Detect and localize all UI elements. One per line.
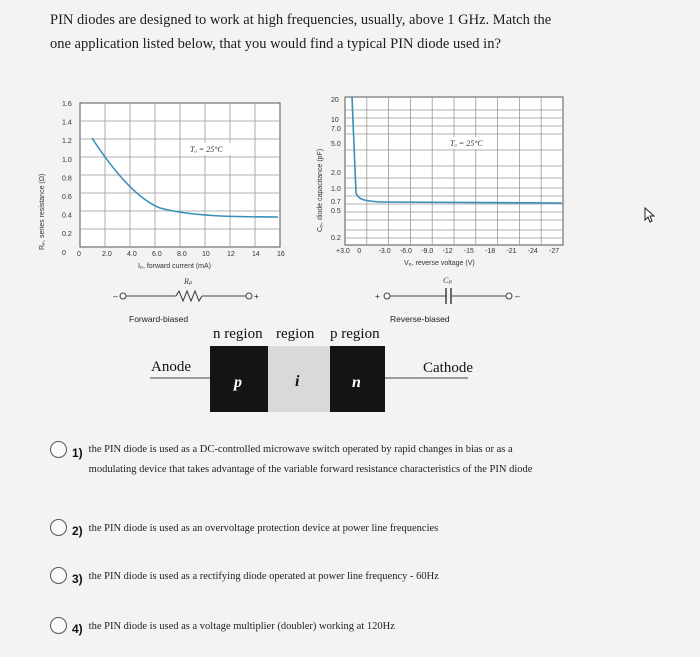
option-1-text: the PIN diode is used as a DC-controlled microwave switch operated by rapid changes in bias or as a modulating device that takes advantage of the variable forward resistance characteristics of the PIN diode: [88, 444, 533, 475]
right-xtick: -27: [549, 248, 560, 255]
svg-text:–: –: [113, 291, 118, 301]
right-ytick: 2.0: [331, 170, 341, 177]
left-ytick: 0.6: [62, 194, 72, 201]
left-xtick: 10: [202, 251, 210, 258]
right-xtick: -18: [485, 248, 496, 255]
resistor-symbol: [176, 291, 202, 301]
reverse-biased-label: Reverse-biased: [390, 314, 450, 324]
pin-diode-structure: [150, 346, 473, 412]
right-xtick: -15: [463, 248, 474, 255]
i-region-label: region: [276, 326, 315, 342]
left-xtick: 4.0: [127, 251, 137, 258]
right-ytick: 0.5: [331, 208, 341, 215]
capacitance-chart: [317, 97, 563, 267]
left-ytick: 0.4: [62, 212, 72, 220]
right-ytick: 7.0: [331, 126, 341, 133]
right-ytick: 0.2: [331, 235, 341, 242]
right-xtick: 0: [357, 248, 362, 255]
mouse-cursor-icon: [644, 207, 656, 223]
resistance-chart: [39, 101, 285, 270]
right-ytick: 1.0: [331, 186, 341, 193]
cathode-label: Cathode: [423, 360, 473, 376]
reverse-bias-circuit: [375, 276, 520, 324]
left-ytick: 1.2: [62, 138, 72, 146]
left-xtick: 2.0: [102, 251, 112, 258]
left-ytick: 0.8: [62, 175, 72, 183]
forward-bias-circuit: [113, 277, 259, 324]
n-block-letter: n: [352, 374, 361, 391]
option-2-text: the PIN diode is used as an overvoltage protection device at power line frequencies: [88, 523, 439, 534]
question-text: PIN diodes are designed to work at high frequencies, usually, above 1 GHz. Match the one application listed below, that you would find a typical PIN diode used in?: [50, 12, 552, 52]
right-xtick: -3.0: [378, 248, 391, 255]
left-xtick: 6.0: [152, 251, 162, 258]
left-ytick: 1.6: [62, 101, 72, 108]
left-ytick: 1.0: [62, 156, 72, 164]
option-2-number: 2): [72, 524, 83, 538]
right-ytick: 0.7: [331, 199, 341, 206]
option-2[interactable]: [50, 519, 549, 539]
svg-text:Rₚ, series resistance (Ω): Rₚ, series resistance (Ω): [39, 173, 46, 250]
left-xtick: 0: [77, 251, 81, 258]
right-xtick: -21: [506, 248, 517, 255]
left-xtick: 8.0: [177, 251, 187, 258]
left-xtick: 16: [277, 251, 285, 258]
option-1-number: 1): [72, 446, 83, 460]
option-2-radio[interactable]: [50, 519, 67, 536]
right-xtick: -6.0: [399, 248, 412, 255]
option-3-radio[interactable]: [50, 567, 67, 584]
left-xtick: 12: [227, 251, 235, 258]
option-3[interactable]: [50, 567, 549, 587]
option-4[interactable]: [50, 617, 549, 637]
left-annotation: Tₐ = 25°C: [190, 145, 223, 154]
forward-biased-label: Forward-biased: [129, 314, 189, 324]
right-annotation: Tₐ = 25°C: [450, 139, 483, 148]
right-ytick: 10: [331, 117, 339, 124]
anode-label: Anode: [151, 359, 191, 375]
left-ytick: 0: [62, 249, 66, 257]
i-block-letter: i: [295, 373, 300, 390]
right-xtick: -9.0: [421, 248, 434, 255]
right-xlabel: Vₚ, reverse voltage (V): [404, 260, 475, 267]
option-4-text: the PIN diode is used as a voltage multiplier (doubler) working at 120Hz: [88, 621, 395, 632]
left-xtick: 14: [252, 251, 260, 258]
left-xlabel: Iₚ, forward current (mA): [138, 263, 212, 270]
option-3-number: 3): [72, 572, 83, 586]
p-region-label: p region: [330, 326, 380, 342]
resistor-label: Rₚ: [184, 277, 193, 286]
right-xtick: -24: [527, 248, 538, 255]
svg-text:+: +: [254, 291, 259, 301]
left-ytick: 1.4: [62, 119, 72, 127]
option-3-text: the PIN diode is used as a rectifying diode operated at power line frequency - 60Hz: [88, 571, 439, 582]
right-ytick: 5.0: [331, 141, 341, 148]
p-block-letter: p: [234, 374, 242, 391]
left-ylabel: [39, 174, 46, 250]
right-xtick: +3.0: [336, 248, 350, 255]
svg-text:Cₚ, diode capacitance (pF): Cₚ, diode capacitance (pF): [317, 148, 324, 232]
svg-text:+: +: [375, 291, 380, 301]
right-ytick: 20: [331, 97, 339, 104]
option-1-radio[interactable]: [50, 441, 67, 458]
right-ylabel: [317, 149, 324, 232]
n-region-label: n region: [213, 326, 263, 342]
option-4-radio[interactable]: [50, 617, 67, 634]
option-1[interactable]: [50, 441, 549, 480]
left-ytick: 0.2: [62, 231, 72, 239]
right-xtick: -12: [442, 248, 453, 255]
capacitor-label: Cₚ: [443, 276, 452, 285]
option-4-number: 4): [72, 622, 83, 636]
svg-text:–: –: [515, 291, 520, 301]
